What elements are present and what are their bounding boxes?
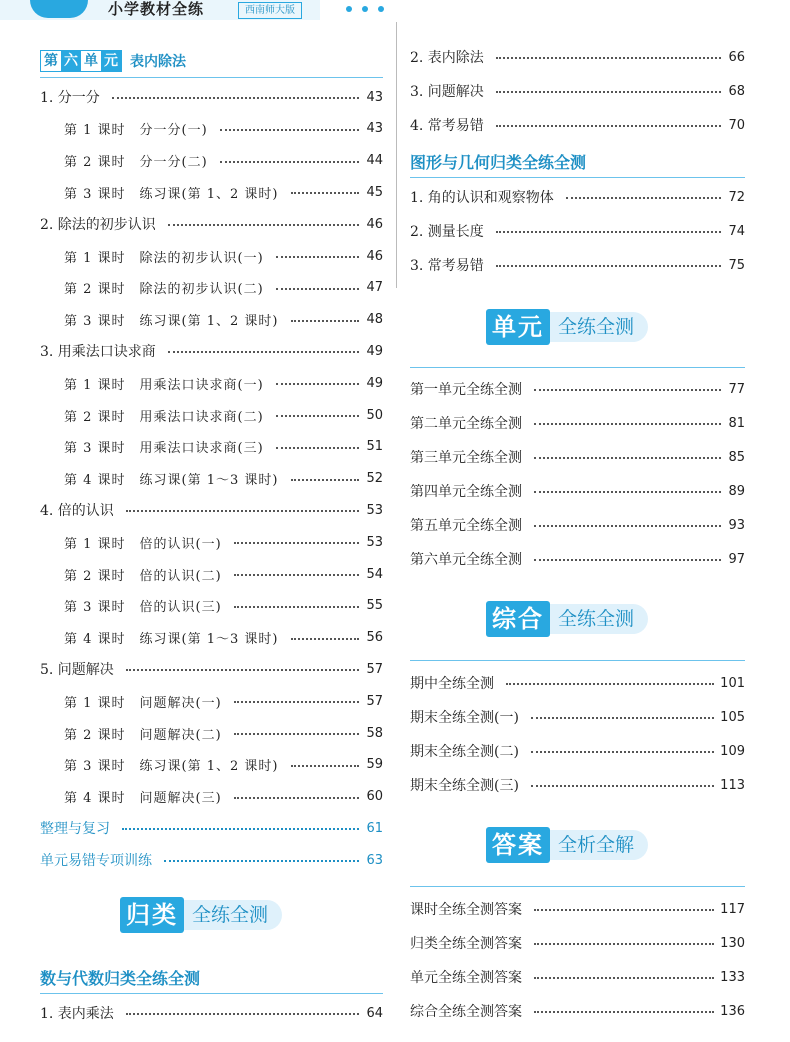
entry-title: 第 1 课时 用乘法口诀求商(一) bbox=[64, 377, 264, 393]
dot-leader bbox=[234, 701, 359, 703]
page-number: 49 bbox=[366, 343, 383, 359]
toc-lesson-entry bbox=[40, 309, 383, 331]
toc-entry bbox=[410, 480, 745, 502]
page-number: 49 bbox=[366, 375, 383, 391]
toc-entry bbox=[410, 186, 745, 208]
dot-leader bbox=[168, 351, 359, 353]
unit-label-char: 单 bbox=[84, 53, 98, 69]
toc-entry bbox=[410, 774, 745, 796]
toc-lesson-entry bbox=[40, 690, 383, 712]
toc-lesson-entry bbox=[40, 786, 383, 808]
dot-leader bbox=[534, 1011, 714, 1013]
banner-subtitle: 全练全测 bbox=[548, 312, 648, 342]
entry-title: 单元易错专项训练 bbox=[40, 853, 152, 870]
dot-leader bbox=[291, 638, 360, 640]
entry-title: 2. 测量长度 bbox=[410, 224, 484, 240]
comprehensive-banner bbox=[486, 600, 648, 638]
heading-rule bbox=[40, 77, 383, 78]
page-number: 48 bbox=[366, 312, 383, 328]
toc-entry bbox=[410, 932, 745, 954]
unit-title: 表内除法 bbox=[130, 54, 186, 70]
toc-entry bbox=[410, 672, 745, 694]
toc-entry bbox=[410, 514, 745, 536]
dot-leader bbox=[276, 415, 359, 417]
dot-leader bbox=[496, 91, 721, 93]
page-number: 113 bbox=[720, 777, 745, 793]
entry-title: 第 2 课时 除法的初步认识(二) bbox=[64, 282, 264, 298]
toc-lesson-entry bbox=[40, 531, 383, 553]
unit-banner bbox=[486, 308, 648, 346]
unit-heading bbox=[40, 48, 383, 74]
dot-leader bbox=[220, 161, 359, 163]
page-number: 61 bbox=[366, 820, 383, 836]
publisher-badge: 西南师大版 bbox=[238, 2, 302, 19]
book-logo-icon bbox=[30, 0, 88, 18]
entry-title: 第 2 课时 用乘法口诀求商(二) bbox=[64, 409, 264, 425]
banner-rule bbox=[410, 886, 745, 887]
dot-leader bbox=[234, 733, 359, 735]
category-banner bbox=[120, 896, 282, 934]
dot-leader bbox=[496, 57, 721, 59]
dot-leader bbox=[291, 765, 360, 767]
dot-leader bbox=[291, 192, 360, 194]
heading-rule bbox=[410, 177, 745, 178]
toc-entry bbox=[410, 80, 745, 102]
page-number: 68 bbox=[728, 83, 745, 99]
page-number: 46 bbox=[366, 248, 383, 264]
dot-leader bbox=[496, 231, 721, 233]
toc-lesson-entry bbox=[40, 436, 383, 458]
dot-leader bbox=[276, 383, 359, 385]
banner-title: 单元 bbox=[486, 309, 550, 345]
banner-subtitle: 全析全解 bbox=[548, 830, 648, 860]
entry-title: 5. 问题解决 bbox=[40, 662, 114, 679]
entry-title: 综合全练全测答案 bbox=[410, 1004, 522, 1020]
entry-title: 2. 表内除法 bbox=[410, 50, 484, 66]
dot-leader bbox=[506, 683, 714, 685]
banner-title: 归类 bbox=[120, 897, 184, 933]
toc-entry bbox=[40, 817, 383, 839]
page-number: 130 bbox=[720, 935, 745, 951]
toc-entry bbox=[410, 446, 745, 468]
toc-entry bbox=[410, 412, 745, 434]
entry-title: 期末全练全测(三) bbox=[410, 778, 519, 794]
entry-title: 第 1 课时 分一分(一) bbox=[64, 123, 208, 139]
dot-leader bbox=[496, 125, 721, 127]
page-number: 64 bbox=[366, 1005, 383, 1021]
dot-leader bbox=[534, 423, 721, 425]
toc-lesson-entry bbox=[40, 468, 383, 490]
entry-title: 第 3 课时 倍的认识(三) bbox=[64, 600, 222, 616]
entry-title: 整理与复习 bbox=[40, 821, 110, 838]
page-number: 53 bbox=[366, 534, 383, 550]
page-number: 58 bbox=[366, 725, 383, 741]
toc-lesson-entry bbox=[40, 404, 383, 426]
dot-leader bbox=[534, 389, 721, 391]
toc-lesson-entry bbox=[40, 722, 383, 744]
page-number: 89 bbox=[728, 483, 745, 499]
page-number: 54 bbox=[366, 566, 383, 582]
page-number: 44 bbox=[366, 153, 383, 169]
entry-title: 期末全练全测(一) bbox=[410, 710, 519, 726]
toc-lesson-entry bbox=[40, 277, 383, 299]
toc-entry bbox=[410, 46, 745, 68]
entry-title: 第 1 课时 倍的认识(一) bbox=[64, 536, 222, 552]
dot-icon bbox=[378, 6, 384, 12]
dot-leader bbox=[534, 491, 721, 493]
toc-lesson-entry bbox=[40, 754, 383, 776]
entry-title: 第六单元全练全测 bbox=[410, 552, 522, 568]
toc-entry bbox=[410, 114, 745, 136]
toc-entry bbox=[410, 740, 745, 762]
page-number: 46 bbox=[366, 216, 383, 232]
toc-entry bbox=[410, 548, 745, 570]
book-title: 小学教材全练 bbox=[108, 0, 205, 18]
unit-number: 六 bbox=[61, 51, 81, 71]
entry-title: 第 1 课时 除法的初步认识(一) bbox=[64, 250, 264, 266]
page-number: 66 bbox=[728, 49, 745, 65]
dot-leader bbox=[531, 751, 714, 753]
entry-title: 第三单元全练全测 bbox=[410, 450, 522, 466]
page-number: 50 bbox=[366, 407, 383, 423]
entry-title: 归类全练全测答案 bbox=[410, 936, 522, 952]
entry-title: 3. 用乘法口诀求商 bbox=[40, 344, 156, 361]
banner-subtitle: 全练全测 bbox=[548, 604, 648, 634]
entry-title: 1. 分一分 bbox=[40, 90, 100, 106]
unit-label-box bbox=[40, 50, 122, 72]
page-number: 133 bbox=[720, 969, 745, 985]
dot-leader bbox=[531, 785, 714, 787]
dot-leader bbox=[276, 447, 359, 449]
entry-title: 第 4 课时 问题解决(三) bbox=[64, 791, 222, 807]
dot-leader bbox=[534, 943, 714, 945]
column-divider bbox=[396, 22, 397, 288]
banner-rule bbox=[410, 367, 745, 368]
dot-icon bbox=[362, 6, 368, 12]
page-number: 53 bbox=[366, 502, 383, 518]
toc-entry bbox=[410, 966, 745, 988]
entry-title: 第 3 课时 练习课(第 1、2 课时) bbox=[64, 759, 279, 775]
unit-label-char: 第 bbox=[44, 53, 58, 69]
page-number: 60 bbox=[366, 789, 383, 805]
toc-entry bbox=[40, 1002, 383, 1024]
dot-leader bbox=[531, 717, 714, 719]
toc-entry bbox=[410, 220, 745, 242]
entry-title: 期末全练全测(二) bbox=[410, 744, 519, 760]
page-number: 101 bbox=[720, 675, 745, 691]
page-number: 77 bbox=[728, 381, 745, 397]
page-number: 81 bbox=[728, 415, 745, 431]
heading-rule bbox=[40, 993, 383, 994]
toc-lesson-entry bbox=[40, 627, 383, 649]
toc-entry bbox=[410, 378, 745, 400]
entry-title: 3. 常考易错 bbox=[410, 258, 484, 274]
entry-title: 第四单元全练全测 bbox=[410, 484, 522, 500]
page-number: 43 bbox=[366, 89, 383, 105]
page-number: 97 bbox=[728, 551, 745, 567]
dot-leader bbox=[276, 256, 359, 258]
toc-entry bbox=[40, 213, 383, 235]
page-number: 56 bbox=[366, 630, 383, 646]
dot-leader bbox=[126, 669, 359, 671]
dot-leader bbox=[164, 860, 359, 862]
page-number: 85 bbox=[728, 449, 745, 465]
page-number: 55 bbox=[366, 598, 383, 614]
dot-icon bbox=[346, 6, 352, 12]
toc-entry bbox=[410, 254, 745, 276]
banner-rule bbox=[410, 660, 745, 661]
dot-leader bbox=[234, 797, 359, 799]
entry-title: 第一单元全练全测 bbox=[410, 382, 522, 398]
toc-entry bbox=[410, 898, 745, 920]
page-number: 63 bbox=[366, 852, 383, 868]
entry-title: 1. 表内乘法 bbox=[40, 1006, 114, 1022]
page-number: 117 bbox=[720, 901, 745, 917]
toc-lesson-entry bbox=[40, 563, 383, 585]
entry-title: 4. 倍的认识 bbox=[40, 503, 114, 520]
dot-leader bbox=[291, 479, 360, 481]
dot-leader bbox=[234, 606, 359, 608]
page-number: 105 bbox=[720, 709, 745, 725]
page-number: 93 bbox=[728, 517, 745, 533]
page-number: 51 bbox=[366, 439, 383, 455]
page-number: 109 bbox=[720, 743, 745, 759]
dot-leader bbox=[534, 909, 714, 911]
page-number: 52 bbox=[366, 471, 383, 487]
toc-lesson-entry bbox=[40, 245, 383, 267]
banner-subtitle: 全练全测 bbox=[182, 900, 282, 930]
entry-title: 期中全练全测 bbox=[410, 676, 494, 692]
dot-leader bbox=[234, 542, 359, 544]
page-number: 45 bbox=[366, 184, 383, 200]
toc-lesson-entry bbox=[40, 372, 383, 394]
entry-title: 单元全练全测答案 bbox=[410, 970, 522, 986]
dot-leader bbox=[220, 129, 359, 131]
entry-title: 3. 问题解决 bbox=[410, 84, 484, 100]
page-header bbox=[0, 0, 790, 22]
page-number: 43 bbox=[366, 121, 383, 137]
toc-entry bbox=[40, 849, 383, 871]
toc-entry bbox=[40, 658, 383, 680]
entry-title: 第 3 课时 用乘法口诀求商(三) bbox=[64, 441, 264, 457]
toc-entry bbox=[40, 499, 383, 521]
entry-title: 4. 常考易错 bbox=[410, 118, 484, 134]
page-number: 57 bbox=[366, 693, 383, 709]
dot-leader bbox=[534, 559, 721, 561]
page-number: 59 bbox=[366, 757, 383, 773]
page-number: 70 bbox=[728, 117, 745, 133]
toc-lesson-entry bbox=[40, 118, 383, 140]
page-number: 47 bbox=[366, 280, 383, 296]
dot-leader bbox=[496, 265, 721, 267]
dot-leader bbox=[112, 97, 359, 99]
page-number: 57 bbox=[366, 661, 383, 677]
dot-leader bbox=[234, 574, 359, 576]
entry-title: 第 4 课时 练习课(第 1～3 课时) bbox=[64, 632, 279, 648]
entry-title: 第 2 课时 倍的认识(二) bbox=[64, 568, 222, 584]
banner-title: 综合 bbox=[486, 601, 550, 637]
dot-leader bbox=[168, 224, 359, 226]
entry-title: 第 3 课时 练习课(第 1、2 课时) bbox=[64, 314, 279, 330]
toc-lesson-entry bbox=[40, 595, 383, 617]
toc-lesson-entry bbox=[40, 181, 383, 203]
dot-leader bbox=[126, 1013, 359, 1015]
entry-title: 课时全练全测答案 bbox=[410, 902, 522, 918]
page-number: 74 bbox=[728, 223, 745, 239]
page-number: 75 bbox=[728, 257, 745, 273]
toc-lesson-entry bbox=[40, 150, 383, 172]
dot-leader bbox=[534, 457, 721, 459]
entry-title: 第 2 课时 问题解决(二) bbox=[64, 727, 222, 743]
dot-leader bbox=[534, 525, 721, 527]
toc-entry bbox=[40, 340, 383, 362]
dot-leader bbox=[122, 828, 359, 830]
answers-banner bbox=[486, 826, 648, 864]
page-number: 136 bbox=[720, 1003, 745, 1019]
toc-entry bbox=[410, 706, 745, 728]
dot-leader bbox=[291, 320, 360, 322]
toc-entry bbox=[410, 1000, 745, 1022]
banner-title: 答案 bbox=[486, 827, 550, 863]
entry-title: 2. 除法的初步认识 bbox=[40, 217, 156, 234]
dot-leader bbox=[566, 197, 721, 199]
entry-title: 第 3 课时 练习课(第 1、2 课时) bbox=[64, 186, 279, 202]
entry-title: 1. 角的认识和观察物体 bbox=[410, 190, 554, 206]
toc-entry bbox=[40, 86, 383, 108]
entry-title: 第二单元全练全测 bbox=[410, 416, 522, 432]
entry-title: 第五单元全练全测 bbox=[410, 518, 522, 534]
section-heading: 图形与几何归类全练全测 bbox=[410, 152, 587, 172]
entry-title: 第 2 课时 分一分(二) bbox=[64, 155, 208, 171]
unit-label-char: 元 bbox=[101, 51, 121, 71]
entry-title: 第 1 课时 问题解决(一) bbox=[64, 695, 222, 711]
dot-leader bbox=[126, 510, 359, 512]
page-number: 72 bbox=[728, 189, 745, 205]
dot-leader bbox=[534, 977, 714, 979]
dot-leader bbox=[276, 288, 359, 290]
entry-title: 第 4 课时 练习课(第 1～3 课时) bbox=[64, 473, 279, 489]
section-heading: 数与代数归类全练全测 bbox=[40, 968, 201, 988]
